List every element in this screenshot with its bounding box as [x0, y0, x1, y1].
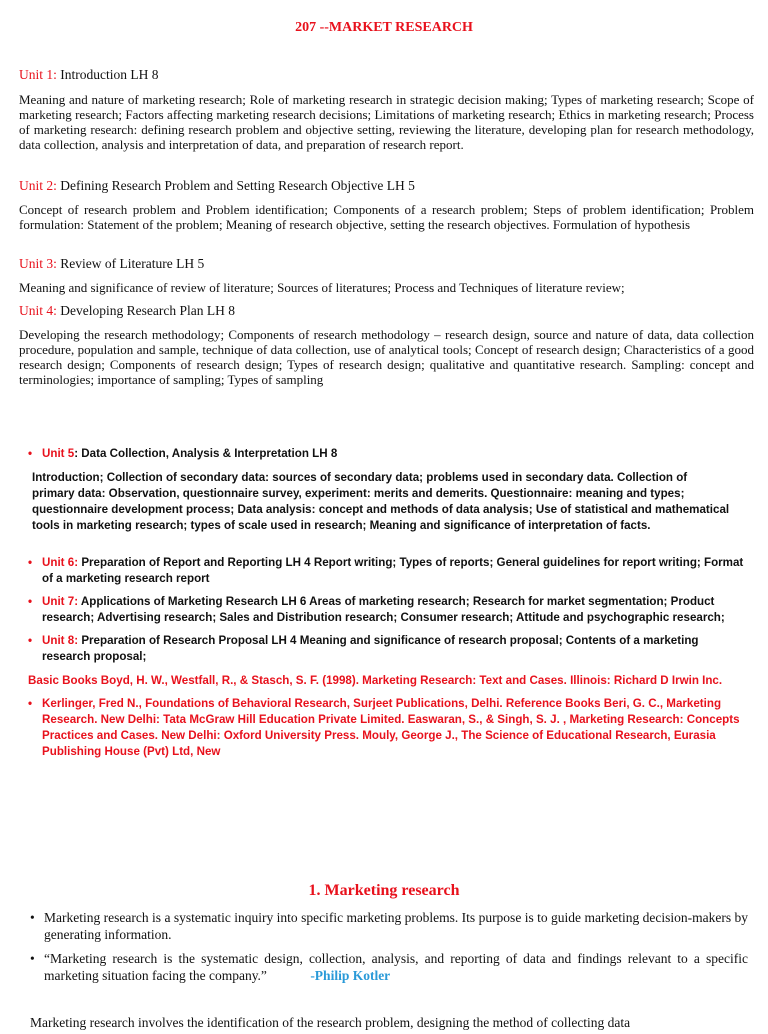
quote-author: -Philip Kotler: [310, 968, 391, 983]
definition-item-2: [30, 950, 748, 984]
unit-5-title: : Data Collection, Analysis & Interpretation LH 8: [74, 447, 338, 460]
unit-1-title: Introduction LH 8: [60, 67, 159, 82]
unit-5-body: Introduction; Collection of secondary data: sources of secondary data; problems used in secondary data. Collection of primary data: Observation, questionnaire survey, experiment: merits and demerits. Questionnaire: meaning and types; questionnaire development process; Data analysis: concept and methods of data analysis; Use of statistical and mathematical tools in marketing research; types of scale used in research; Meaning and significance of interpretation of facts.: [32, 471, 730, 532]
page-title: 207 --MARKET RESEARCH: [295, 20, 473, 35]
unit-6-block: [28, 555, 750, 587]
unit-1-heading: [19, 67, 754, 82]
unit-2-heading: [19, 178, 754, 193]
unit-1-block: [19, 67, 754, 152]
definition-list: [30, 909, 748, 984]
unit-7-label: Unit 7:: [42, 595, 79, 608]
unit-3-label: Unit 3:: [19, 256, 57, 271]
partial-paragraph: Marketing research involves the identification of the research problem, designing the method of collecting data: [30, 1015, 631, 1030]
bullet-icon: •: [28, 697, 33, 710]
unit-4-body: Developing the research methodology; Components of research methodology – research design, source and nature of data, data collection procedure, population and sample, technique of data collection, use of analytical tools; Concept of research design; Characteristics of a good research design; Components of research design; Types of research design; qualitative and quantitative research. Sampling: concept and terminologies; importance of sampling; Types of sampling: [19, 327, 754, 387]
unit-2-body: Concept of research problem and Problem identification; Components of a research problem; Steps of problem identification; Problem formulation: Statement of the problem; Meaning of research objective, setting the research objectives. Formulation of hypothesis: [19, 202, 754, 232]
unit-8-text: Preparation of Research Proposal LH 4 Meaning and significance of research proposal; Contents of a marketing research proposal;: [42, 634, 699, 663]
reference-books-block: [28, 696, 750, 760]
reference-books-text: Kerlinger, Fred N., Foundations of Behavioral Research, Surjeet Publications, Delhi. Reference Books Beri, G. C., Marketing Research. New Delhi: Tata McGraw Hill Education Private Limited. Easwaran, S., & Singh, S. J. , Marketing Research: Concepts Practices and Cases. New Delhi: Oxford University Press. Mouly, George J., The Science of Educational Research, Eurasia Publishing House (Pvt) Ltd, New: [42, 697, 740, 758]
unit-2-title: Defining Research Problem and Setting Research Objective LH 5: [60, 178, 415, 193]
reference-books: [28, 696, 750, 760]
unit-4-heading: [19, 303, 754, 318]
definition-1-text: Marketing research is a systematic inquiry into specific marketing problems. Its purpose is to guide marketing decision-makers by generating information.: [44, 910, 748, 942]
unit-3-block: [19, 256, 754, 295]
bullet-icon: •: [28, 595, 33, 608]
unit-5-heading: [28, 446, 750, 462]
unit-7-item: [28, 594, 750, 626]
unit-4-block: [19, 303, 754, 387]
unit-7-text: Applications of Marketing Research LH 6 Areas of marketing research; Research for market segmentation; Product research; Advertising research; Sales and Distribution research; Consumer research; Attitude and psychographic research;: [42, 595, 725, 624]
unit-1-label: Unit 1:: [19, 67, 57, 82]
definition-item-1: [30, 909, 748, 943]
unit-8-block: [28, 633, 750, 665]
definition-2-text: “Marketing research is the systematic design, collection, analysis, and reporting of data and findings relevant to a specific marketing situation facing the company.”: [44, 951, 748, 983]
bullet-icon: •: [30, 951, 35, 966]
unit-6-label: Unit 6:: [42, 556, 79, 569]
bullet-icon: •: [28, 556, 33, 569]
section-title: 1. Marketing research: [308, 882, 460, 899]
basic-books: Basic Books Boyd, H. W., Westfall, R., & Stasch, S. F. (1998). Marketing Research: Text and Cases. Illinois: Richard D Irwin Inc.: [28, 674, 723, 687]
bullet-icon: •: [30, 910, 35, 925]
unit-4-title: Developing Research Plan LH 8: [60, 303, 235, 318]
unit-6-item: [28, 555, 750, 587]
unit-3-body: Meaning and significance of review of literature; Sources of literatures; Process and Techniques of literature review;: [19, 280, 625, 295]
bullet-icon: •: [28, 634, 33, 647]
unit-6-text: Preparation of Report and Reporting LH 4 Report writing; Types of reports; General guidelines for report writing; Format of a marketing research report: [42, 556, 744, 585]
unit-3-heading: [19, 256, 754, 271]
unit-2-block: [19, 178, 754, 232]
unit-1-body: Meaning and nature of marketing research; Role of marketing research in strategic decision making; Types of marketing research; Scope of marketing research; Factors affecting marketing research decisions; Limitations of marketing research; Ethics in marketing research; Process of marketing research: defining research problem and objective setting, reviewing the literature, developing plan for research methodology, data collection, analysis and interpretation of data, and preparation of research report.: [19, 92, 754, 152]
unit-2-label: Unit 2:: [19, 178, 57, 193]
unit-5-label: Unit 5: [42, 447, 75, 460]
unit-3-title: Review of Literature LH 5: [60, 256, 205, 271]
unit-8-item: [28, 633, 750, 665]
unit-4-label: Unit 4:: [19, 303, 57, 318]
unit-7-block: [28, 594, 750, 626]
unit-5-block: [28, 446, 750, 534]
unit-8-label: Unit 8:: [42, 634, 79, 647]
bullet-icon: •: [28, 447, 33, 460]
